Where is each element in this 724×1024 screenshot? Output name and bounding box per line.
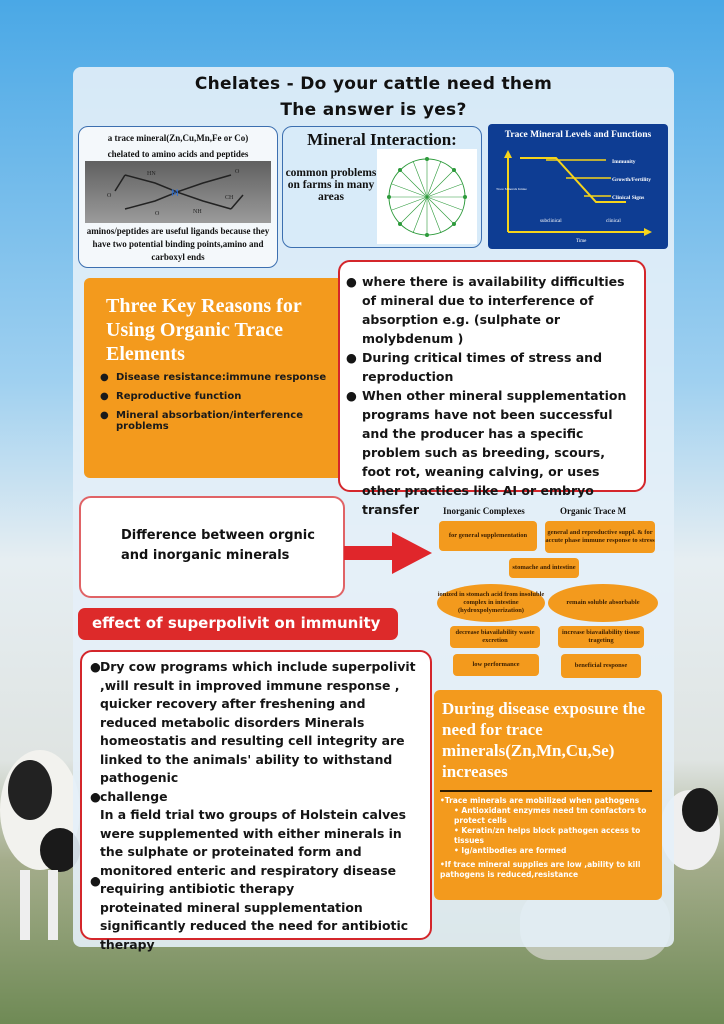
mol-atom: CH xyxy=(225,195,234,201)
dry-cow-p4: ● requiring antibiotic therapy xyxy=(90,873,295,896)
three-reasons-heading: Three Key Reasons for Using Organic Trace Elements xyxy=(106,295,302,365)
trace-yaxis: Trace Minerals Intake xyxy=(496,187,527,191)
disease-box xyxy=(434,690,662,900)
trace-label: Growth/Fertility xyxy=(612,177,651,183)
mol-atom: O xyxy=(235,169,240,175)
trace-time: Time xyxy=(576,239,587,244)
reason-item: ● Mineral absorbation/interference problems xyxy=(100,410,344,432)
dry-cow-p1-text: Dry cow programs which include superpolivit ,will result in improved immune response , quicker recovery after freshening and reduced metabolic disorders Minerals homeostatis and resulting cell integrity are linked to the animals' ability to withstand pathogenic xyxy=(100,659,416,785)
mol-atom: NH xyxy=(193,209,202,215)
disease-b1: •Trace minerals are mobilized when pathogens xyxy=(440,796,640,805)
disease-s1: • Antioxidant enzymes need tm confactors to protect cells xyxy=(454,806,647,825)
reason-item: ● Disease resistance:immune response xyxy=(100,372,344,383)
arrow-right-icon xyxy=(344,532,434,574)
dry-cow-p4-text: requiring antibiotic therapy xyxy=(100,881,295,896)
trace-levels-title: Trace Mineral Levels and Functions xyxy=(504,130,652,140)
reason-item: ● Reproductive function xyxy=(100,391,344,402)
difference-box xyxy=(79,496,345,598)
mineral-interaction-title: Mineral Interaction: xyxy=(307,130,457,149)
disease-s1-text: Antioxidant enzymes need tm confactors to protect cells xyxy=(454,806,647,825)
flow-left-general: for general supplementation xyxy=(439,521,537,551)
trace-clinical: clinical xyxy=(606,219,621,224)
flow-right-beneficial: beneficial response xyxy=(561,654,641,678)
chelate-box xyxy=(78,126,278,268)
trace-subclinical: subclinical xyxy=(540,219,562,224)
flow-right-increase: increase biavailability tissue trageting xyxy=(558,626,644,648)
molecule-image xyxy=(85,161,271,223)
disease-b2-text: If trace mineral supplies are low ,ability to kill pathogens is reduced,resistance xyxy=(440,860,641,879)
flow-left-decrease: decrease biavailability waste excretion xyxy=(450,626,540,648)
mineral-wheel-diagram xyxy=(377,149,477,244)
dry-cow-p3: In a field trial two groups of Holstein calves were supplemented with either minerals in the sulphate or proteinated form and monitored enteric and respiratory disease xyxy=(100,807,406,878)
flow-right-general: general and reproductive suppl. & for accute phase immune response to stress xyxy=(545,521,655,553)
mol-center: M xyxy=(171,189,179,199)
mineral-interaction-box xyxy=(282,126,482,248)
trace-label: Clinical Signs xyxy=(612,195,645,201)
dry-cow-p5: proteinated mineral supplementation significantly reduced the need for antibiotic therapy xyxy=(100,899,409,952)
three-reasons-box xyxy=(84,278,344,478)
dry-cow-box xyxy=(80,650,432,952)
dry-cow-p1: ● Dry cow programs which include superpolivit ,will result in improved immune response , quicker recovery after freshening and reduced metabolic disorders Minerals homeostatis and resulting cell integrity are linked to the animals' ability to withstand pathogenic xyxy=(90,659,416,785)
disease-divider xyxy=(440,790,652,792)
flow-right-soluble: remain soluble absorbable xyxy=(548,584,658,622)
disease-s2: • Keratin/zn helps block pathogen access to tissues xyxy=(454,826,641,845)
flow-col-right: Organic Trace M xyxy=(560,506,627,516)
trace-label: Immunity xyxy=(612,159,636,165)
chelate-caption: aminos/peptides are useful ligands because they have two potential binding points,amino and carboxyl ends xyxy=(86,226,270,262)
where-item: ● When other mineral supplementation programs have not been successful and the producer has a specific problem such as breeding, scours, foot rot, weaning calving, or uses other practices like AI or embryo transfer xyxy=(346,386,634,519)
disease-s3: • Ig/antibodies are formed xyxy=(454,846,567,855)
flow-stomach: stomache and intestine xyxy=(509,558,579,578)
effect-label: effect of superpolivit on immunity xyxy=(78,608,398,640)
poster-subtitle: The answer is yes? xyxy=(280,100,467,120)
flow-col-left: Inorganic Complexes xyxy=(443,506,525,516)
flow-left-low: low performance xyxy=(453,654,539,676)
chelate-line1: a trace mineral(Zn,Cu,Mn,Fe or Co) xyxy=(107,133,249,143)
mineral-interaction-text: common problems on farms in many areas xyxy=(285,167,377,203)
flow-left-ionized: ionized in stomach acid from insoluble complex in intestine (hydroxpolymerization) xyxy=(437,584,545,622)
disease-b1-text: Trace minerals are mobilized when pathogens xyxy=(444,796,640,805)
disease-b2: •If trace mineral supplies are low ,ability to kill pathogens is reduced,resistance xyxy=(440,860,641,879)
disease-s3-text: Ig/antibodies are formed xyxy=(461,846,567,855)
disease-s2-text: Keratin/zn helps block pathogen access to tissues xyxy=(454,826,641,845)
chelate-line2: chelated to amino acids and peptides xyxy=(107,149,249,159)
poster-title: Chelates - Do your cattle need them xyxy=(194,74,553,94)
dry-cow-p2-text: challenge xyxy=(100,788,168,804)
disease-heading: During disease exposure the need for trace minerals(Zn,Mn,Cu,Se) increases xyxy=(442,699,646,781)
mol-atom: HN xyxy=(147,171,156,177)
mol-atom: O xyxy=(155,211,160,217)
dry-cow-p2: ● challenge xyxy=(90,788,168,804)
where-item: ● During critical times of stress and reproduction xyxy=(346,348,634,386)
where-item: ● where there is availability difficulties of mineral due to interference of absorption e.g. (sulphate or molybdenum ) xyxy=(346,272,634,348)
trace-levels-box xyxy=(488,124,668,249)
mol-atom: O xyxy=(107,193,112,199)
difference-text: Difference between orgnic and inorganic minerals xyxy=(121,528,315,563)
